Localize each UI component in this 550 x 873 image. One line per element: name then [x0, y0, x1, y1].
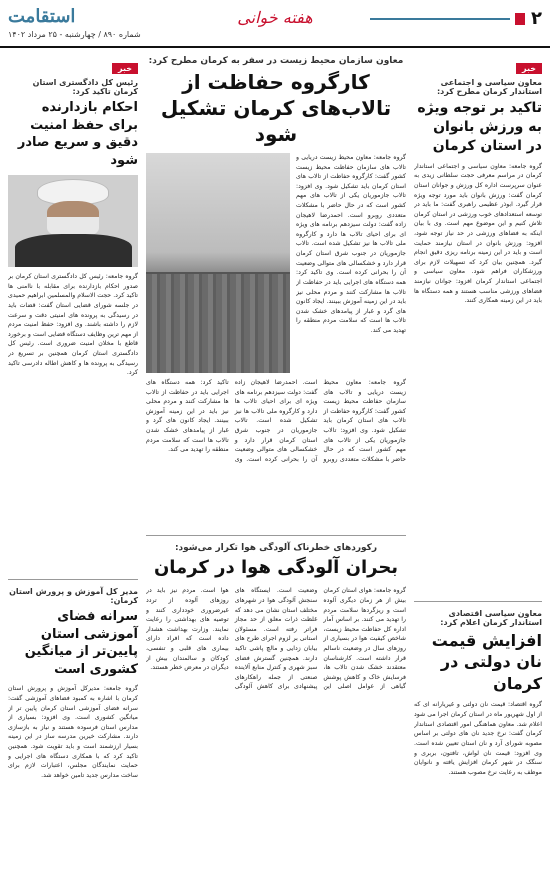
second-story-headline: بحران آلودگی هوا در کرمان: [153, 557, 399, 578]
newspaper-logo: استقامت: [8, 6, 76, 27]
official-portrait: [8, 175, 138, 267]
news-tag: خبر: [112, 63, 138, 74]
main-story-body: گروه جامعه: معاون محیط زیست دریایی و تالاب های سازمان حفاظت محیط زیست کشور گفت: کارگروه حفاظت از تالاب های استان کرمان باید تشکیل شود. وی افزود: تالاب جازموریان یکی از تالاب های مهم کشور است که در حال حاضر با مشکلات متعددی روبرو است. احمدرضا لاهیجان زاده گفت: دولت سیزدهم برنامه های ویژه ای برای احیای تالاب ها دارد و کارگروه ملی تالاب ها نیز تشکیل شده است. تالاب جازموریان در جنوب شرق استان کرمان قرار دارد و خشکسالی های متوالی وضعیت آن را بحرانی کرده است. وی تاکید کرد: همه دستگاه های اجرایی باید در حفاظت از تالاب ها مشارکت کنند و مردم محلی نیز باید در این زمینه آموزش ببینند. ایجاد کانون های گرد و غبار از پیامدهای خشک شدن تالاب ها است که سلامت مردم منطقه را تهدید می کند.: [146, 379, 406, 463]
left-column: [8, 56, 138, 873]
portrait-robe: [15, 234, 132, 267]
red-flag-icon: [515, 13, 525, 25]
photo-water: [146, 274, 290, 373]
story-body: گروه اقتصاد: قیمت نان دولتی و غیریارانه ای که از اول شهریور ماه در استان کرمان اجرا می شود اعلام شد. معاون هماهنگی امور اقتصادی استاندار کرمان گفت: نرخ جدید نان های دولتی بر اساس مصوبه شورای آرد و نان استان تعیین شده است. وی افزود: قیمت نان لواش، تافتون، بربری و سنگک در شهر کرمان افزایش یافته و نانوایان موظف به رعایت نرخ مصوب هستند.: [414, 701, 542, 776]
main-story-kicker: معاون سازمان محیط زیست در سفر به کرمان مطرح کرد:: [148, 56, 404, 66]
masthead: [0, 0, 550, 48]
story-body: گروه جامعه: رئیس کل دادگستری استان کرمان بر صدور احکام بازدارنده برای مقابله با ناامنی ها تاکید کرد. حجت الاسلام والمسلمین ابراهیم حمیدی در جلسه شورای قضایی استان گفت: قضات باید در رسیدگی به پرونده های امنیتی دقت و سرعت لازم را داشته باشند. وی افزود: حفظ امنیت مردم از مهم ترین وظایف دستگاه قضایی است و برخورد قاطع با مخلان امنیت ضروری است. رئیس کل دادگستری استان کرمان همچنین بر تسریع در رسیدگی به پرونده ها و کاهش اطاله دادرسی تاکید کرد.: [8, 273, 138, 377]
story-body: گروه جامعه: معاون سیاسی و اجتماعی استاندار کرمان در مراسم معرفی حجت سلطانی زیدی به عنوان سرپرست اداره کل ورزش و جوانان استان کرمان گفت: ورزش بانوان باید مورد توجه ویژه قرار گیرد. ابوذر عظیمی راهبری گفت: ما باید در توسعه استعدادهای خوب ورزشی در استان کرمان تلاش کنیم و این موضوع مهم است. وی با بیان اینکه به فضاهای ورزشی در حد نیاز توجه شود، افزود: ورزش بانوان در استان نیازمند حمایت است و باید در این زمینه برنامه ریزی دقیق انجام گیرد. همچنین بیان کرد که تسهیلات لازم برای ورزشکاران فراهم شود. معاون سیاسی و اجتماعی استاندار کرمان افزود: جوانان نیازمند فضاهای ورزشی مناسب هستند و همه دستگاه ها باید در این زمینه همکاری کنند.: [414, 162, 542, 305]
wetland-photo: [146, 153, 290, 373]
story-headline: تاکید بر توجه ویژه به ورزش بانوان در استان کرمان: [417, 100, 542, 154]
page-number-value: ۲: [531, 8, 542, 29]
main-story-headline: کارگروه حفاظت از تالاب‌های کرمان تشکیل شود: [160, 70, 392, 146]
news-tag: خبر: [516, 63, 542, 74]
story-headline: سرانه فضای آموزشی استان پایین‌تر از میانگین کشوری است: [24, 609, 138, 677]
second-story-body: گروه جامعه: هوای استان کرمان بیش از هر زمان دیگری آلوده است و ریزگردها سلامت مردم را تهدید می کنند. بر اساس آمار اداره کل حفاظت محیط زیست، شاخص کیفیت هوا در بسیاری از روزهای سال در وضعیت ناسالم قرار داشته است. کارشناسان معتقدند خشک شدن تالاب ها، فرسایش خاک و کاهش پوشش گیاهی از عوامل اصلی این وضعیت است. ایستگاه های سنجش آلودگی هوا در شهرهای مختلف استان نشان می دهد که غلظت ذرات معلق از حد مجاز فراتر رفته است. مسئولان استانی بر لزوم اجرای طرح های بیابان زدایی و مالچ پاشی تاکید دارند. همچنین گسترش فضای سبز شهری و کنترل منابع آلاینده صنعتی از جمله راهکارهای پیشنهادی برای کاهش آلودگی هوا است. مردم نیز باید در روزهای آلوده از تردد غیرضروری خودداری کنند و توصیه های بهداشتی را رعایت نمایند. وزارت بهداشت هشدار داده است که افراد دارای بیماری های قلبی و تنفسی، کودکان و سالمندان بیش از دیگران در معرض خطر هستند.: [146, 587, 406, 691]
divider: [146, 535, 406, 536]
story-body: گروه جامعه: مدیرکل آموزش و پرورش استان کرمان با اشاره به کمبود فضاهای آموزشی گفت: سرانه فضای آموزشی استان کرمان پایین تر از میانگین کشوری است. وی افزود: بسیاری از مدارس استان فرسوده هستند و نیاز به بازسازی دارند. مشارکت خیرین مدرسه ساز در این زمینه بسیار ارزشمند است و باید تقویت شود. همچنین تاکید کرد که با همکاری دستگاه های اجرایی و حمایت نمایندگان مجلس، اعتبارات لازم برای ساخت مدارس جدید تامین خواهد شد.: [8, 685, 138, 779]
right-column: [414, 56, 542, 870]
story-kicker: رئیس کل دادگستری استان کرمان تاکید کرد:: [32, 78, 138, 96]
story-kicker: مدیر کل آموزش و پرورش استان کرمان:: [9, 587, 138, 606]
page-number: [513, 8, 542, 29]
masthead-rule: [370, 18, 510, 20]
divider: [8, 579, 138, 580]
divider: [414, 601, 542, 602]
issue-line: شماره ۸۹۰ / چهارشنبه - ۲۵ مرداد ۱۴۰۲: [8, 30, 141, 39]
second-story-kicker: رکوردهای خطرناک آلودگی هوا تکرار می‌شود:: [174, 543, 378, 553]
story-headline: افزایش قیمت نان دولتی در کرمان: [431, 630, 542, 693]
story-kicker: معاون سیاسی اقتصادی استاندار کرمان اعلام کرد:: [440, 608, 542, 627]
main-story-body-lead: گروه جامعه: معاون محیط زیست دریایی و تالاب های سازمان حفاظت محیط زیست کشور گفت: کارگروه حفاظت از تالاب های استان کرمان باید تشکیل شود. وی افزود: تالاب جازموریان یکی از تالاب های مهم کشور است که در حال حاضر با مشکلات متعددی روبرو است. احمدرضا لاهیجان زاده گفت: دولت سیزدهم برنامه های ویژه ای برای احیای تالاب ها دارد و کارگروه ملی تالاب ها نیز تشکیل شده است. تالاب جازموریان در جنوب شرق استان کرمان قرار دارد و خشکسالی های متوالی وضعیت آن را بحرانی کرده است. وی تاکید کرد: همه دستگاه های اجرایی باید در حفاظت از تالاب ها مشارکت کنند و مردم محلی نیز باید در این زمینه آموزش ببینند. ایجاد کانون های گرد و غبار از پیامدهای خشک شدن تالاب ها است که سلامت مردم منطقه را تهدید می کند.: [296, 154, 406, 334]
story-headline: احکام بازدارنده برای حفظ امنیت دقیق و سریع صادر شود: [17, 100, 138, 168]
story-kicker: معاون سیاسی و اجتماعی استاندار کرمان مطرح کرد:: [436, 78, 542, 96]
center-column: [146, 56, 406, 873]
section-title: هفته خوانی: [237, 8, 313, 27]
